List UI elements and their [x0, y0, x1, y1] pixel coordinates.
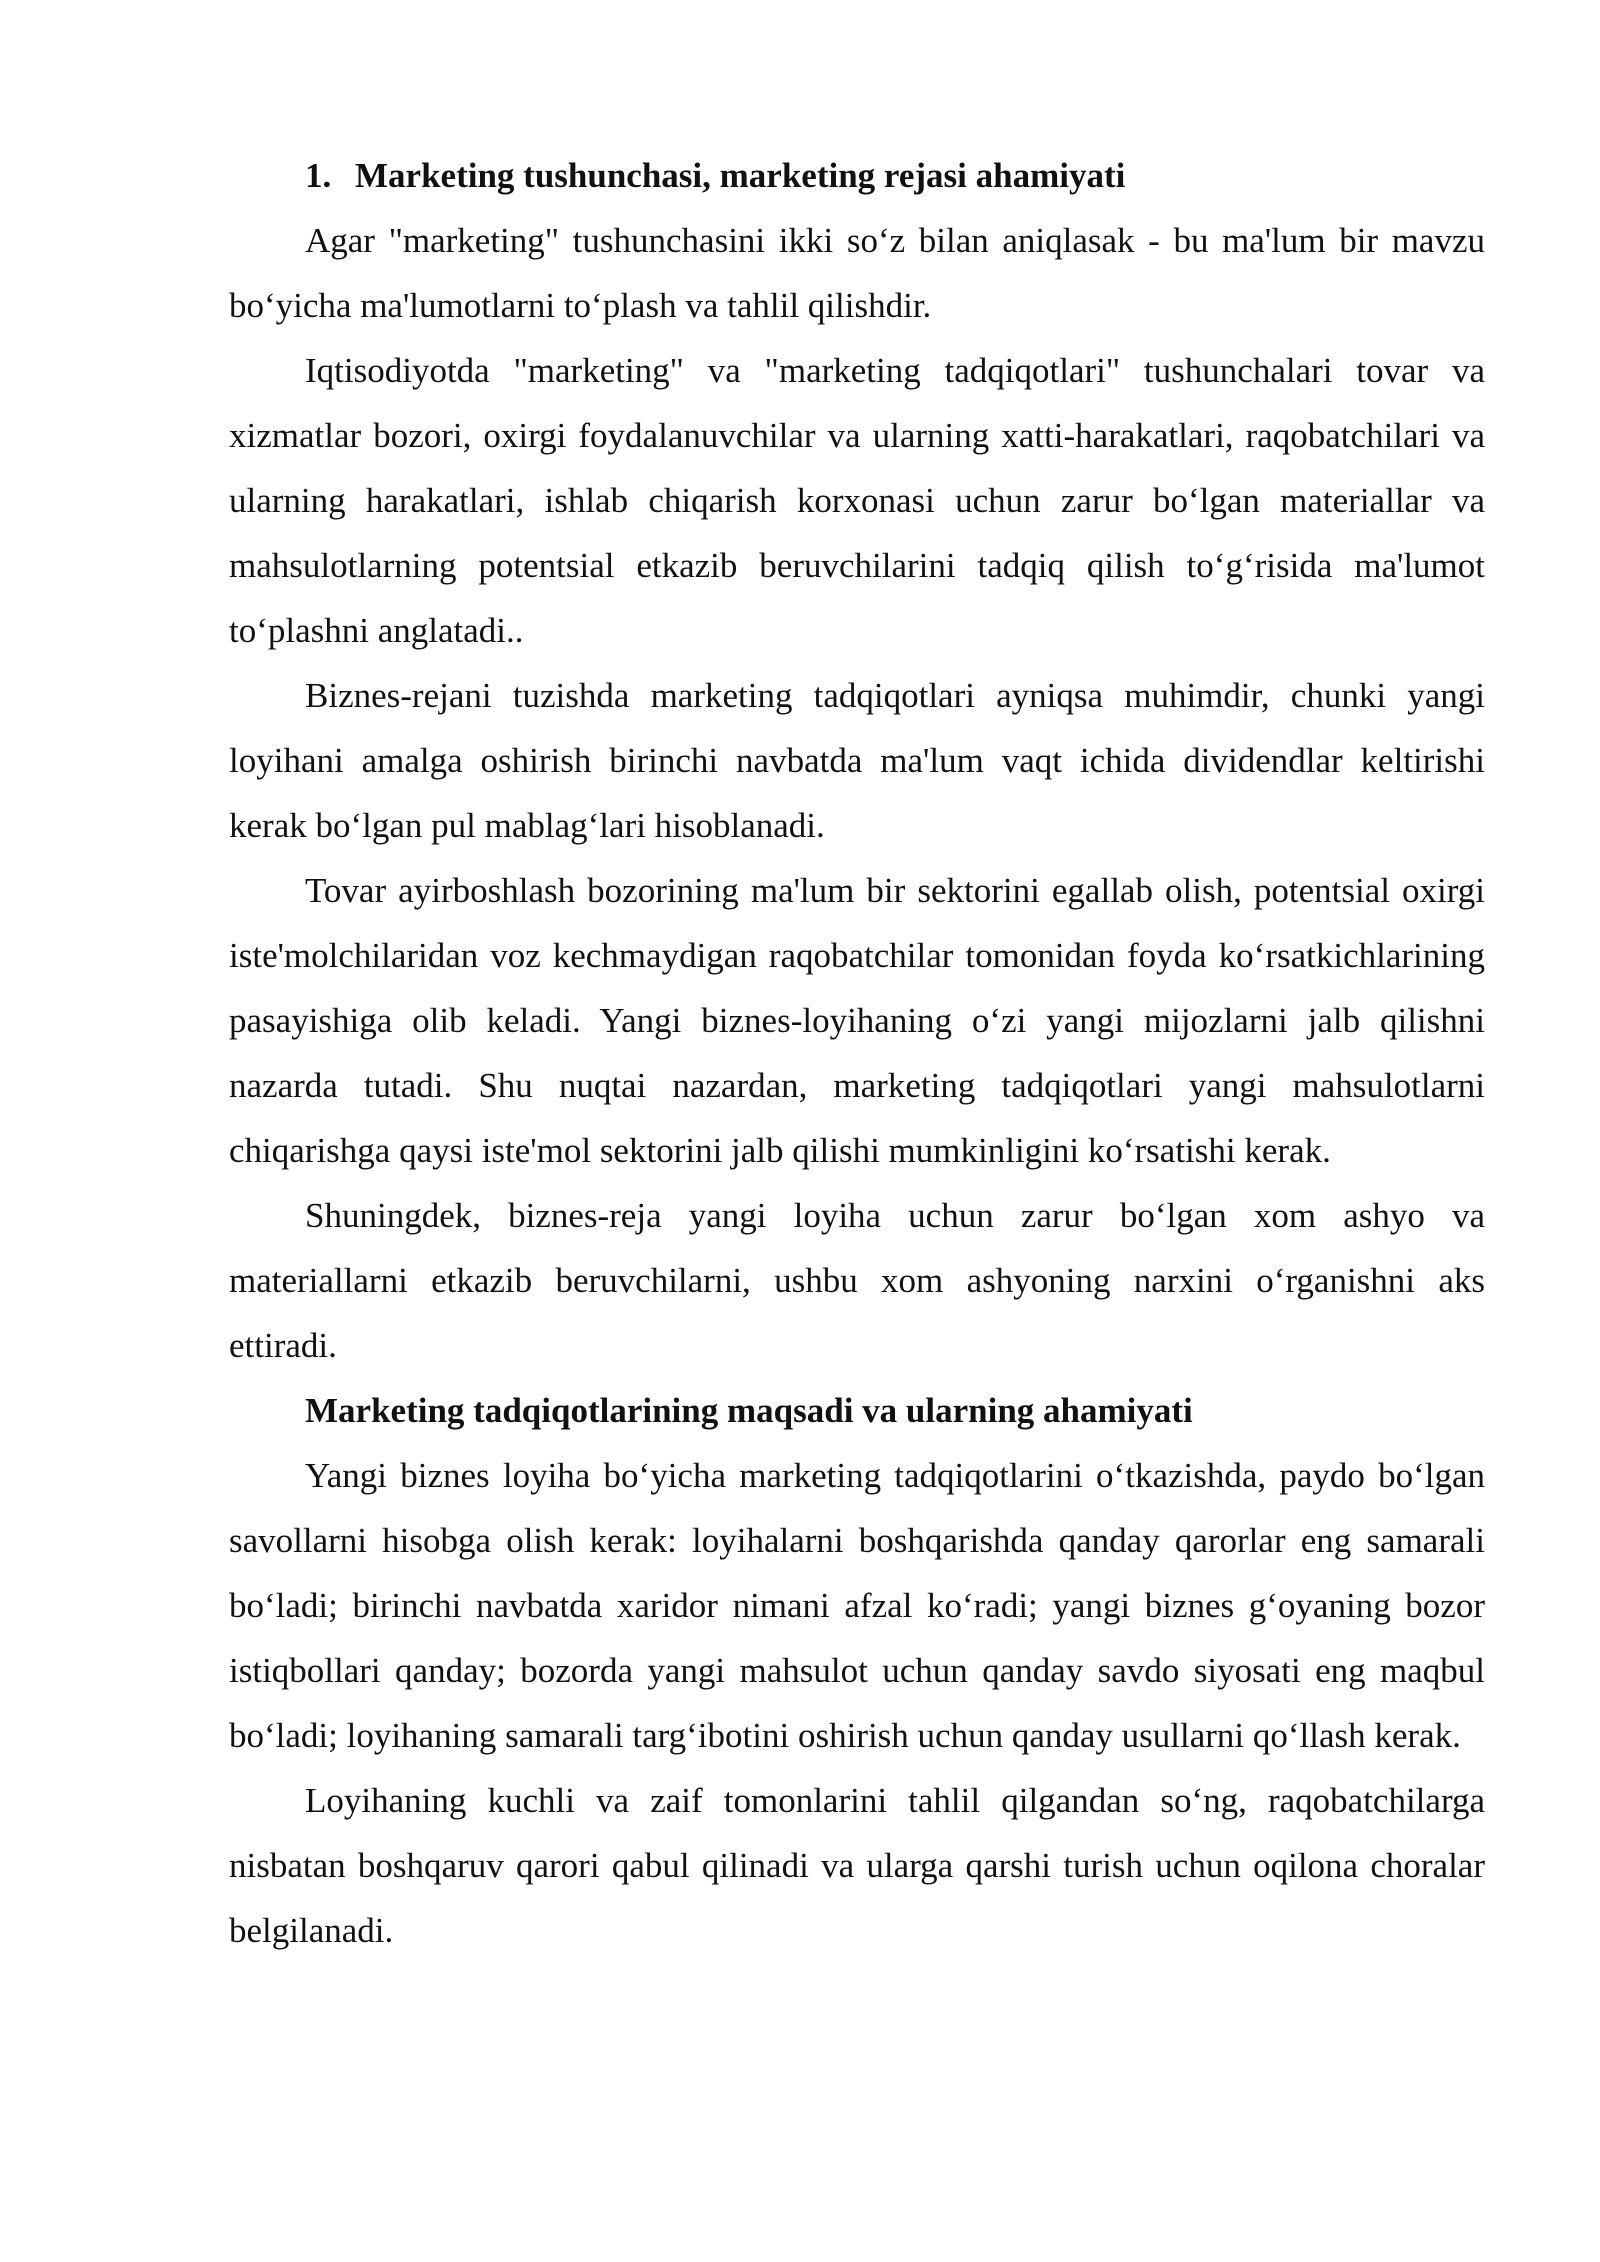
paragraph-market-sector: Tovar ayirboshlash bozorining ma'lum bir sektorini egallab olish, potentsial oxirgi iste'molchilaridan voz kechmaydigan raqobatchilar tomonidan foyda ko‘rsatkichlarining pasayishiga olib keladi. Yangi biznes-loyihaning o‘zi yangi mijozlarni jalb qilishni nazarda tutadi. Shu nuqtai nazardan, marketing tadqiqotlari yangi mahsulotlarni chiqarishga qaysi iste'mol sektorini jalb qilishi mumkinligini ko‘rsatishi kerak.: [229, 871, 1485, 1170]
section-heading: [229, 143, 1485, 208]
paragraph-research-questions: Yangi biznes loyiha bo‘yicha marketing tadqiqotlarini o‘tkazishda, paydo bo‘lgan savollarni hisobga olish kerak: loyihalarni boshqarishda qanday qarorlar eng samarali bo‘ladi; birinchi navbatda xaridor nimani afzal ko‘radi; yangi biznes g‘oyaning bozor istiqbollari qanday; bozorda yangi mahsulot uchun qanday savdo siyosati eng maqbul bo‘ladi; loyihaning samarali targ‘ibotini oshirish uchun qanday usullarni qo‘llash kerak.: [229, 1456, 1485, 1755]
section-number: 1.: [305, 156, 332, 195]
subsection-heading: Marketing tadqiqotlarining maqsadi va ularning ahamiyati: [305, 1391, 1193, 1430]
paragraph-business-plan: Biznes-rejani tuzishda marketing tadqiqotlari ayniqsa muhimdir, chunki yangi loyihani amalga oshirish birinchi navbatda ma'lum vaqt ichida dividendlar keltirishi kerak bo‘lgan pul mablag‘lari hisoblanadi.: [229, 676, 1485, 845]
paragraph-definition: Agar "marketing" tushunchasini ikki so‘z bilan aniqlasak - bu ma'lum bir mavzu bo‘yicha ma'lumotlarni to‘plash va tahlil qilishdir.: [229, 221, 1485, 325]
document-page: [229, 143, 1485, 1963]
paragraph-economics: Iqtisodiyotda "marketing" va "marketing tadqiqotlari" tushunchalari tovar va xizmatlar bozori, oxirgi foydalanuvchilar va ularning xatti-harakatlari, raqobatchilari va ularning harakatlari, ishlab chiqarish korxonasi uchun zarur bo‘lgan materiallar va mahsulotlarning potentsial etkazib beruvchilarini tadqiq qilish to‘g‘risida ma'lumot to‘plashni anglatadi..: [229, 351, 1485, 650]
paragraph-suppliers: Shuningdek, biznes-reja yangi loyiha uchun zarur bo‘lgan xom ashyo va materiallarni etkazib beruvchilarni, ushbu xom ashyoning narxini o‘rganishni aks ettiradi.: [229, 1196, 1485, 1365]
paragraph-analysis: Loyihaning kuchli va zaif tomonlarini tahlil qilgandan so‘ng, raqobatchilarga nisbatan boshqaruv qarori qabul qilinadi va ularga qarshi turish uchun oqilona choralar belgilanadi.: [229, 1781, 1485, 1950]
section-title: Marketing tushunchasi, marketing rejasi ahamiyati: [355, 156, 1126, 195]
